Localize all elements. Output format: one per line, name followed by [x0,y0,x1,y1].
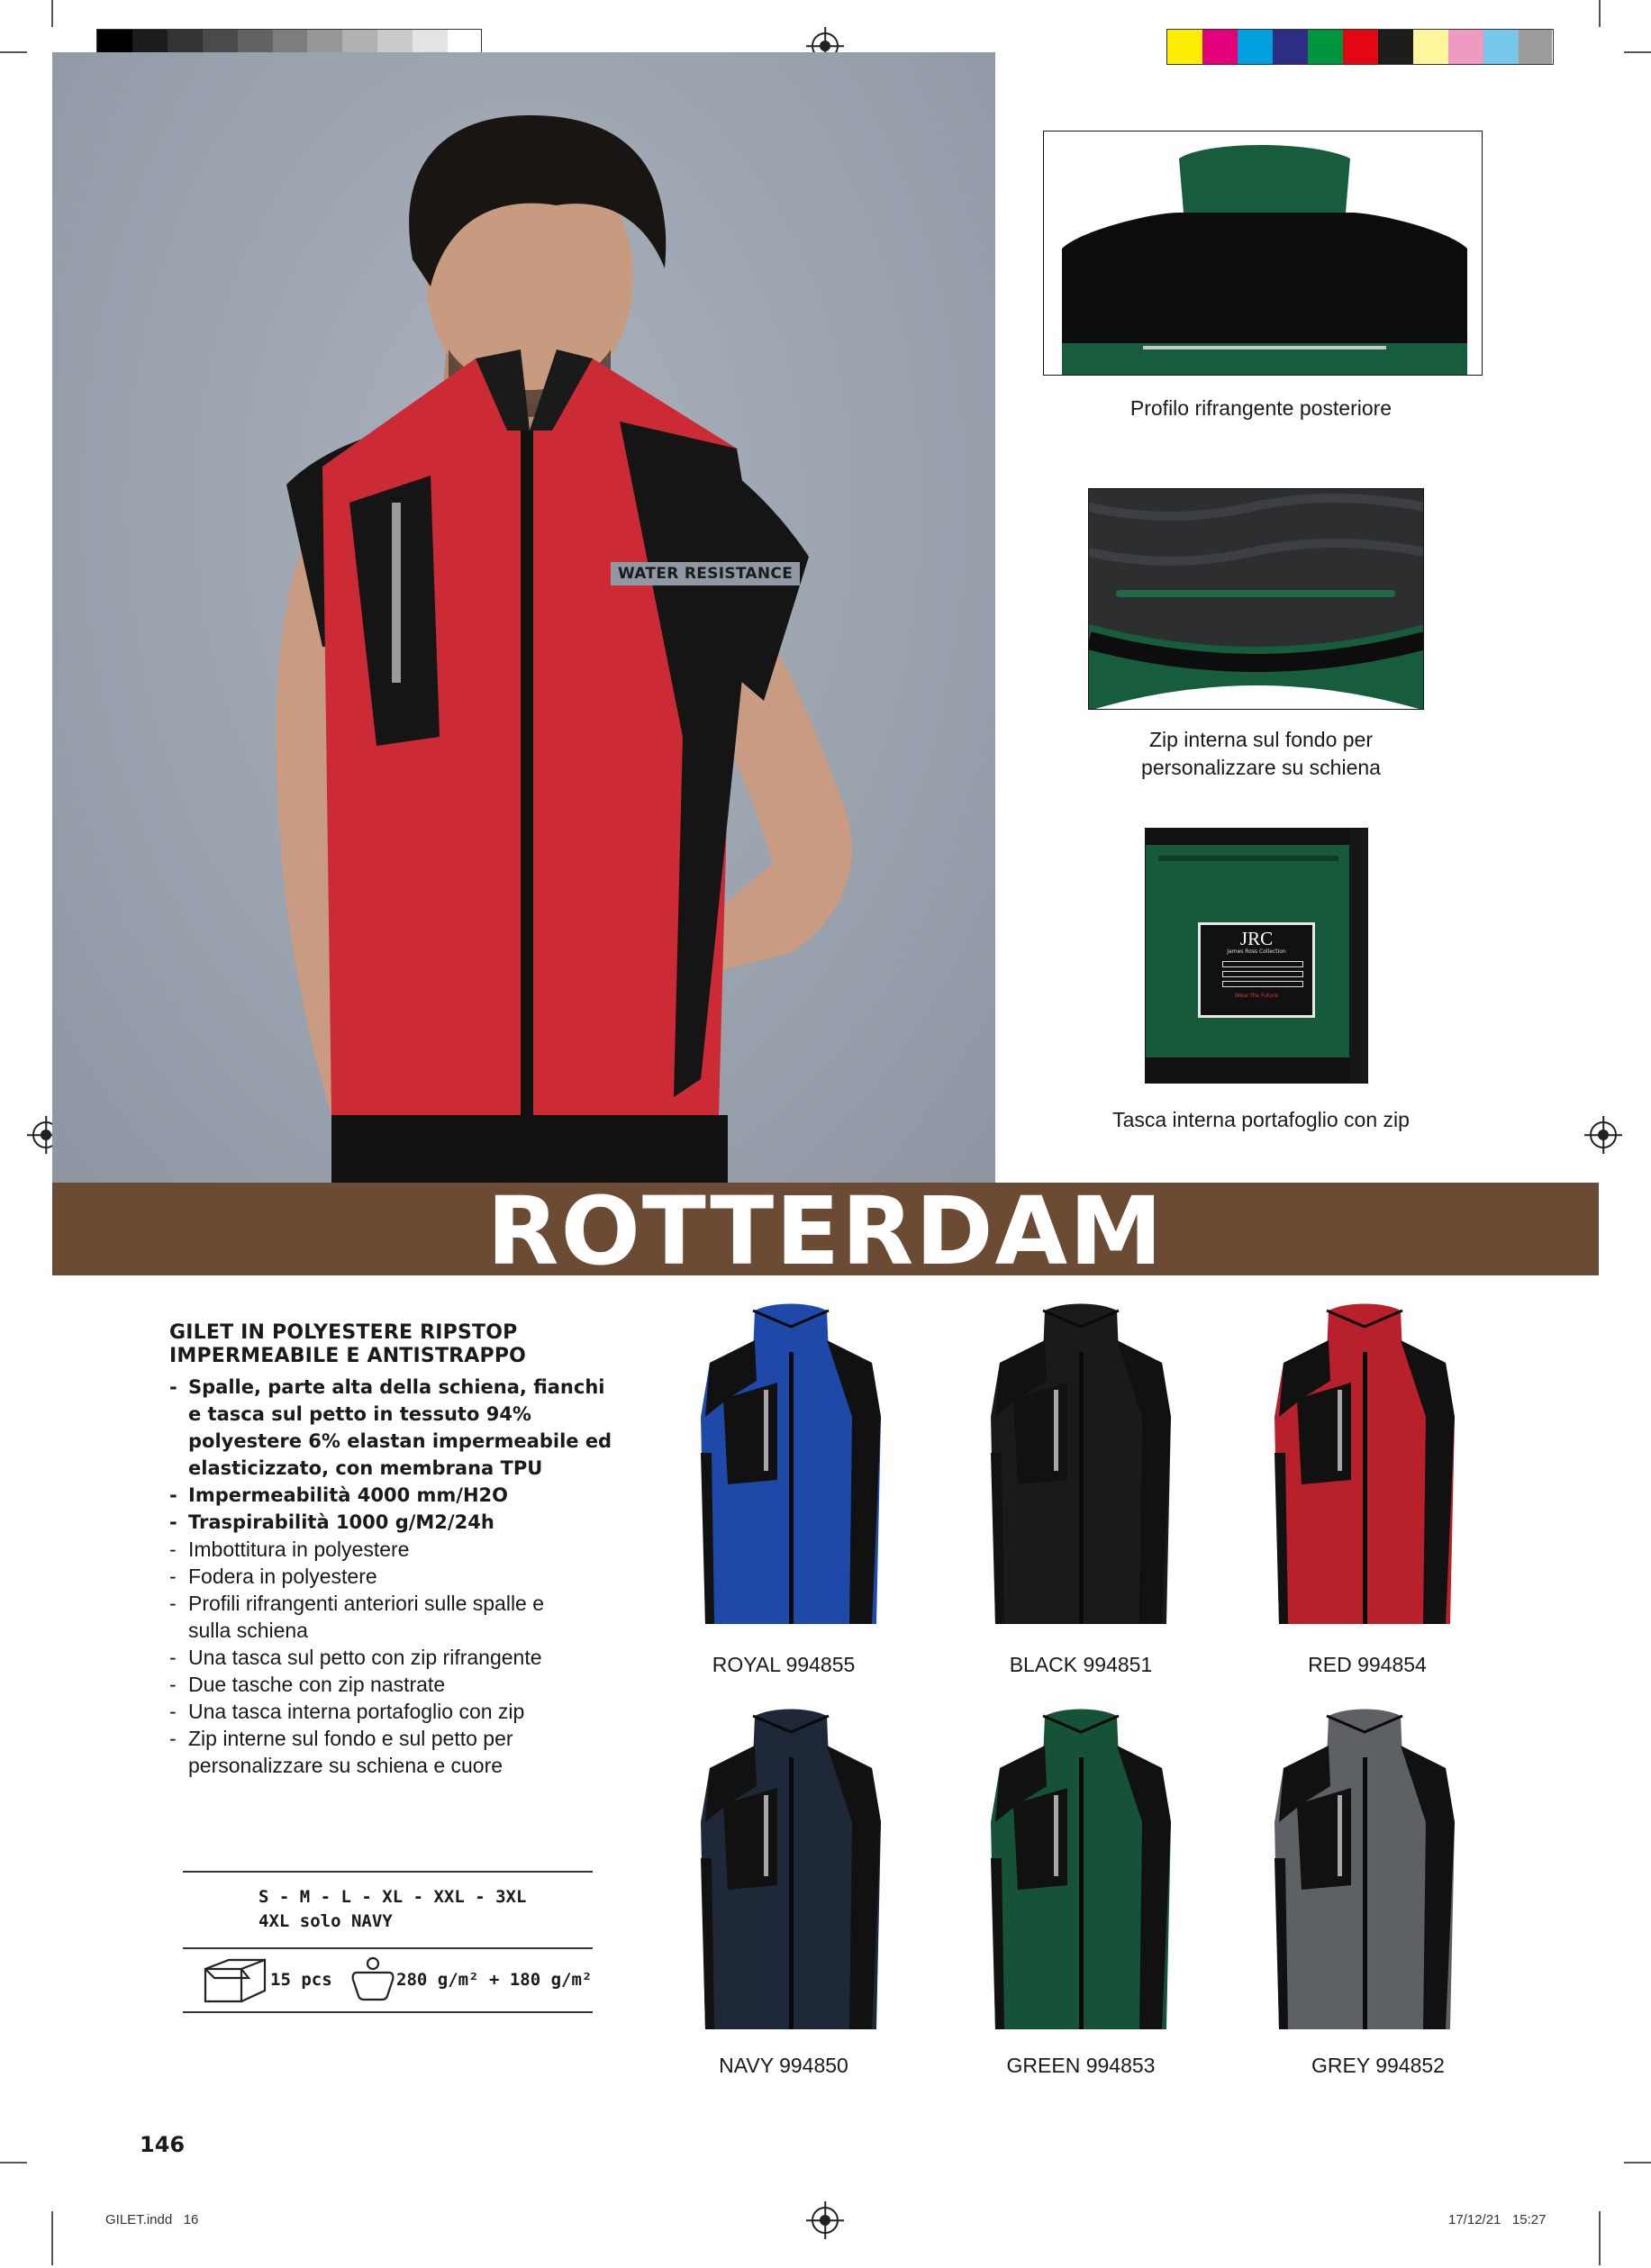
brand-label-sub: James Ross Collection [1227,948,1286,955]
pack-quantity: 15 pcs [270,1970,332,1990]
crop-mark [51,2211,53,2265]
vest-grey-image [1265,1705,1464,2038]
vest-red-image [1265,1300,1464,1633]
detail-caption: Profilo rifrangente posteriore [1129,396,1392,420]
water-resistance-badge: WATER RESISTANCE [611,562,800,585]
divider [183,2011,593,2013]
detail-photo-inner-zip [1088,488,1424,710]
vest-green-image [982,1705,1180,2038]
model-illustration [52,52,995,1183]
product-specification [169,1321,620,1779]
registration-mark-icon [812,2207,839,2234]
variant-label: NAVY 994850 [719,2054,848,2077]
variant-label: ROYAL 994855 [712,1653,856,1676]
crop-mark [1599,2211,1601,2265]
title-banner [52,1176,1599,1286]
spec-item: - Una tasca interna portafoglio con zip [169,1698,620,1725]
crop-mark [0,51,27,53]
variant-label: GREEN 994853 [1006,2054,1156,2077]
detail-caption: Zip interna sul fondo per personalizzare su schiena [1141,728,1381,779]
spec-item: - Fodera in polyestere [169,1563,620,1590]
back-collar-illustration [1044,132,1483,376]
brand-label-tag: Wear the Future [1234,993,1279,999]
crop-mark [1599,0,1601,27]
spec-heading: GILET IN POLYESTERE RIPSTOP [169,1321,518,1344]
detail-caption: Tasca interna portafoglio con zip [1112,1108,1410,1131]
spec-item: - Traspirabilità 1000 g/M2/24h [169,1509,620,1536]
brand-label [1198,922,1315,1018]
fabric-weight: 280 g/m² + 180 g/m² [396,1970,593,1990]
variant-label: BLACK 994851 [1009,1653,1153,1676]
product-title: ROTTERDAM [486,1176,1165,1286]
variant-label: RED 994854 [1308,1653,1427,1676]
spec-heading: IMPERMEABILE E ANTISTRAPPO [169,1345,527,1367]
sizes-line: 4XL solo NAVY [259,1911,393,1931]
file-slug: GILET.indd 16 [105,2212,199,2227]
date-slug: 17/12/21 15:27 [1448,2212,1547,2227]
brand-label-logo: JRC [1239,928,1274,949]
vest-black-image [982,1300,1180,1633]
spec-item: - Zip interne sul fondo e sul petto per personalizzare su schiena e cuore [169,1725,576,1779]
weight-icon [351,1955,395,2001]
page-number: 146 [140,2132,186,2157]
spec-item: - Profili rifrangenti anteriori sulle spalle e sulla schiena [169,1590,576,1644]
divider [183,1871,593,1873]
crop-mark [0,2162,27,2164]
variant-label: GREY 994852 [1311,2054,1445,2077]
hero-model-photo [52,52,995,1183]
spec-item: - Spalle, parte alta della schiena, fianchi e tasca sul petto in tessuto 94% polyestere 6% elastan impermeabile ed elasticizzato, con membrana TPU [169,1374,620,1482]
box-icon [202,1956,272,2003]
detail-photo-inner-pocket [1145,828,1368,1084]
divider [183,1947,593,1949]
process-color-bar [1166,29,1554,65]
sizes-line: S - M - L - XL - XXL - 3XL [259,1887,527,1907]
crop-mark [1624,51,1651,53]
vest-royal-image [692,1300,890,1633]
registration-mark-icon [1590,1121,1617,1148]
vest-navy-image [692,1705,890,2038]
spec-item: - Una tasca sul petto con zip rifrangente [169,1644,620,1671]
inner-zip-illustration [1089,489,1424,710]
crop-mark [1624,2162,1651,2164]
spec-item: - Imbottitura in polyestere [169,1536,620,1563]
spec-item: - Due tasche con zip nastrate [169,1671,620,1698]
size-range [259,1885,526,1934]
detail-photo-back-reflective [1043,131,1483,376]
spec-item: - Impermeabilità 4000 mm/H2O [169,1482,620,1509]
crop-mark [51,0,53,27]
spec-list [169,1374,620,1779]
